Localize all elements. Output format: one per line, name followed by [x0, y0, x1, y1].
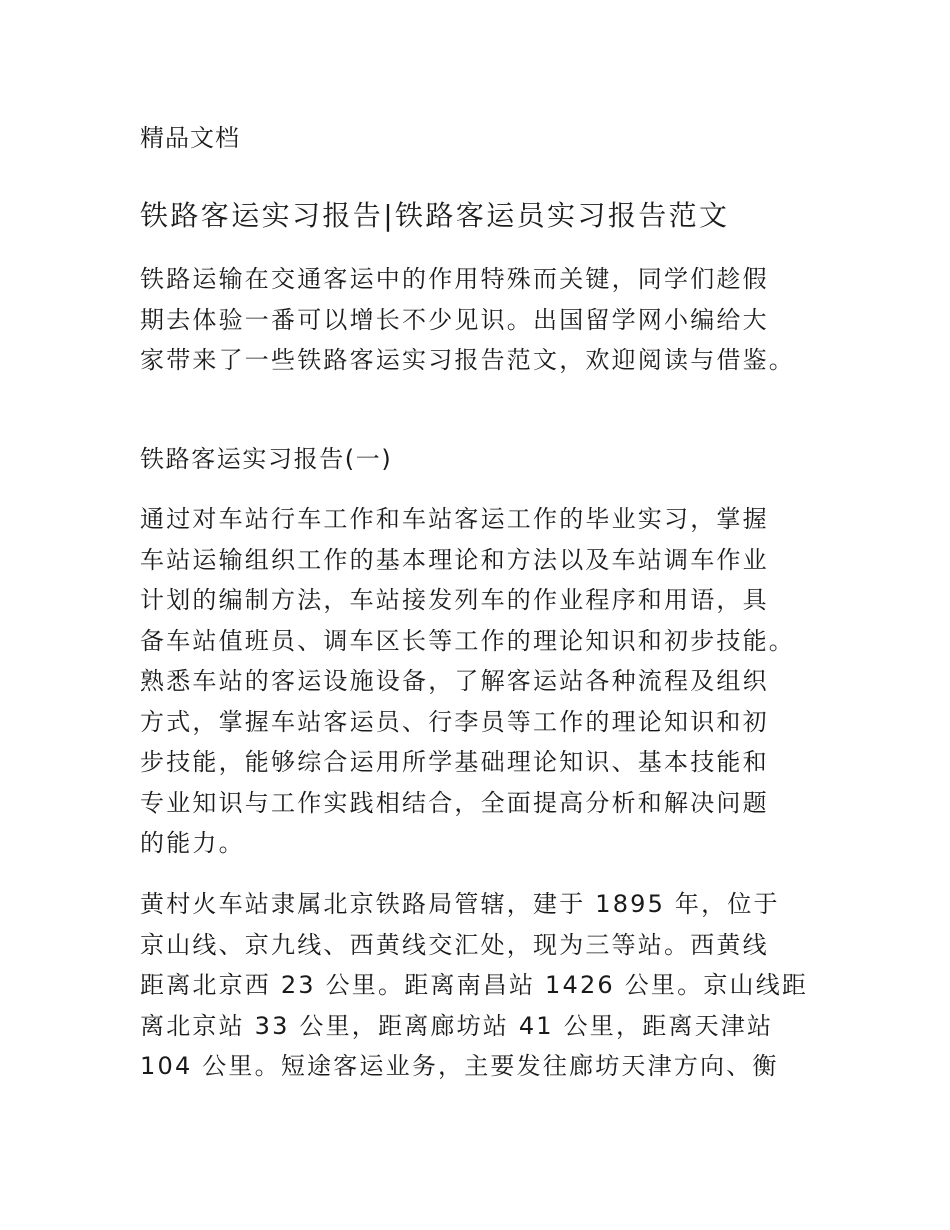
- body-paragraph-2: [140, 884, 820, 1087]
- body-line: 距离北京西 23 公里。距离南昌站 1426 公里。京山线距: [140, 971, 809, 999]
- body-line: 车站运输组织工作的基本理论和方法以及车站调车作业: [140, 545, 769, 574]
- body-line: 专业知识与工作实践相结合，全面提高分析和解决问题: [140, 788, 769, 817]
- section-heading: 铁路客运实习报告(一): [140, 445, 393, 473]
- document-title: 铁路客运实习报告|铁路客运员实习报告范文: [140, 199, 730, 232]
- body-line: 的能力。: [140, 829, 245, 857]
- body-line: 104 公里。短途客运业务，主要发往廊坊天津方向、衡: [140, 1052, 779, 1080]
- body-line: 步技能，能够综合运用所学基础理论知识、基本技能和: [140, 748, 769, 776]
- intro-line: 铁路运输在交通客运中的作用特殊而关键，同学们趁假: [140, 265, 769, 293]
- body-line: 方式，掌握车站客运员、行李员等工作的理论知识和初: [140, 707, 769, 736]
- document-header-label: 精品文档: [140, 124, 240, 152]
- body-line: 熟悉车站的客运设施设备，了解客运站各种流程及组织: [140, 667, 769, 695]
- intro-paragraph: [140, 259, 820, 381]
- body-line: 黄村火车站隶属北京铁路局管辖，建于 1895 年，位于: [140, 890, 780, 918]
- body-line: 备车站值班员、调车区长等工作的理论知识和初步技能。: [140, 626, 795, 655]
- intro-line: 期去体验一番可以增长不少见识。出国留学网小编给大: [140, 305, 769, 334]
- body-line: 京山线、京九线、西黄线交汇处，现为三等站。西黄线: [140, 930, 769, 959]
- body-line: 离北京站 33 公里，距离廊坊站 41 公里，距离天津站: [140, 1011, 774, 1040]
- intro-line: 家带来了一些铁路客运实习报告范文，欢迎阅读与借鉴。: [140, 346, 795, 374]
- body-paragraph-1: [140, 499, 820, 864]
- body-line: 通过对车站行车工作和车站客运工作的毕业实习，掌握: [140, 505, 769, 533]
- body-line: 计划的编制方法，车站接发列车的作业程序和用语，具: [140, 586, 769, 614]
